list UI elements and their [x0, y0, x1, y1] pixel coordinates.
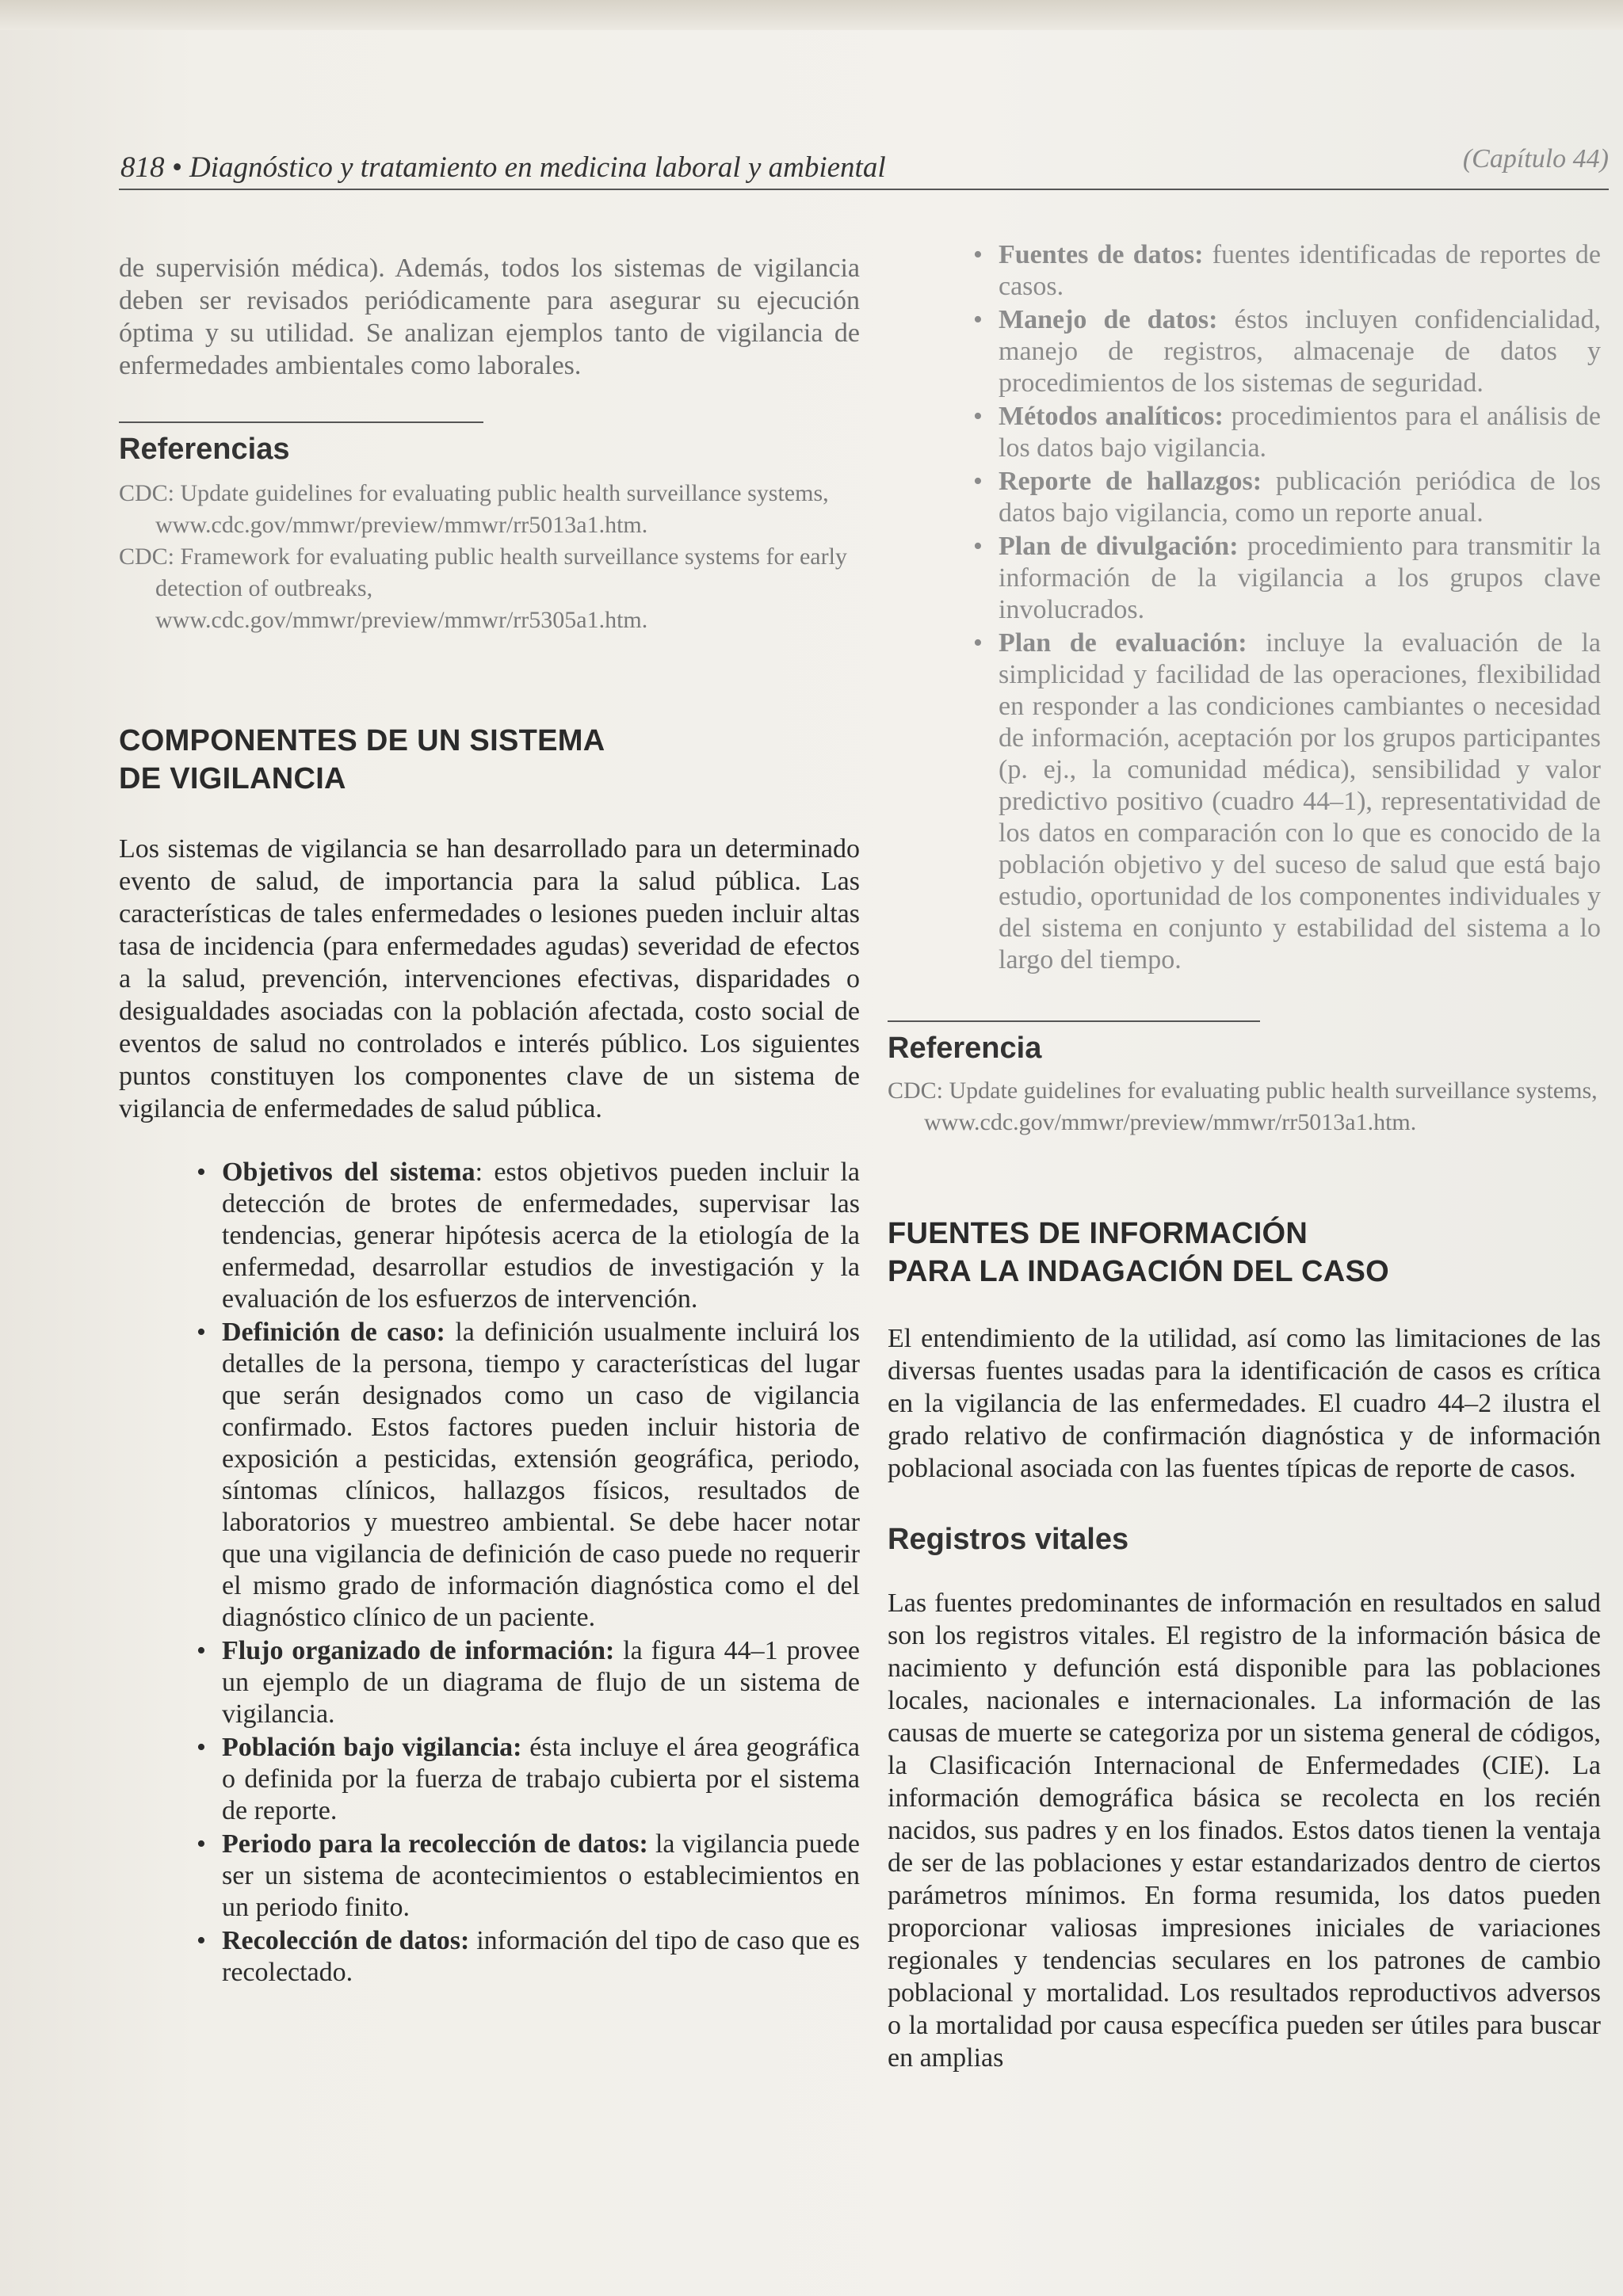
item-term: Manejo de datos: [999, 305, 1218, 334]
components-list [190, 1157, 860, 1989]
header-separator: • [171, 151, 182, 184]
list-item [967, 239, 1601, 303]
bullet-icon: • [197, 1733, 206, 1762]
item-term: Plan de evaluación: [999, 628, 1247, 658]
reference-item: CDC: Update guidelines for evaluating public health surveillance systems, www.cdc.gov/mmwr/preview/mmwr/rr5013a1.htm. [888, 1077, 1598, 1135]
registros-heading: Registros vitales [888, 1523, 1129, 1556]
reference-item: CDC: Framework for evaluating public health surveillance systems for early detection of outbreaks, www.cdc.gov/mmwr/preview/mmwr/rr5305a1.htm. [119, 543, 847, 633]
reference-item: CDC: Update guidelines for evaluating public health surveillance systems, www.cdc.gov/mmwr/preview/mmwr/rr5013a1.htm. [119, 480, 829, 538]
item-term: Flujo organizado de información: [222, 1636, 615, 1665]
section-paragraph: Los sistemas de vigilancia se han desarrollado para un determinado evento de salud, de importancia para la salud pública. Las características de tales enfermedades o lesiones pueden incluir altas tasa de incidencia (para enfermedades agudas) severidad de efectos a la salud, prevención, intervenciones efectivas, disparidades o desigualdades asociadas con la población afectada, costo social de eventos de salud no controlados e interés público. Los siguientes puntos constituyen los componentes clave de un sistema de vigilancia de enfermedades de salud pública. [119, 834, 860, 1123]
list-item [967, 627, 1601, 976]
bullet-icon: • [197, 1636, 206, 1665]
section-paragraph: El entendimiento de la utilidad, así como las limitaciones de las diversas fuentes usadas para la identificación de casos es crítica en la vigilancia de las enfermedades. El cuadro 44–2 ilustra el grado relativo de confirmación diagnóstica y de información poblacional asociada con las fuentes típicas de reporte de casos. [888, 1324, 1601, 1483]
bullet-icon: • [197, 1829, 206, 1859]
registros-paragraph: Las fuentes predominantes de información en resultados en salud son los registros vitales. El registro de la información básica de nacimiento y defunción está disponible para las poblaciones locales, nacionales e internacionales. La información de las causas de muerte se categoriza por un sistema general de códigos, la Clasificación Internacional de Enfermedades (CIE). La información demográfica básica se recolecta en los recién nacidos, sus padres y en los finados. Estos datos tienen la ventaja de ser de las poblaciones y estar estandarizados dentro de ciertos parámetros mínimos. En forma resumida, los datos pueden proporcionar valiosas impresiones iniciales de variaciones regionales y tendencias seculares en los patrones de cambio poblacional y mortalidad. Los resultados reproductivos adversos o la mortalidad por causa específica pueden ser útiles para buscar en amplias [888, 1589, 1601, 2073]
list-item [190, 1925, 860, 1989]
chapter-label: (Capítulo 44) [1462, 144, 1609, 174]
item-text: éstos incluyen confidencialidad, manejo de registros, almacenaje de datos y procedimientos de los sistemas de seguridad. [999, 305, 1601, 398]
references-list [119, 478, 860, 636]
list-item [190, 1317, 860, 1634]
section-heading-componentes [119, 722, 860, 798]
bullet-icon: • [197, 1158, 206, 1187]
item-text: ésta incluye el área geográfica o definida por la fuerza de trabajo cubierta por el sistema de reporte. [222, 1733, 860, 1825]
page-top-shadow [0, 0, 1623, 30]
references-rule [119, 421, 483, 423]
bullet-icon: • [973, 532, 983, 561]
item-text: la definición usualmente incluirá los detalles de la persona, tiempo y características del lugar que serán designados como un caso de vigilancia confirmado. Estos factores pueden incluir historia de exposición a pesticidas, extensión geográfica, periodo, síntomas clínicos, hallazgos físicos, resultados de laboratorios y muestreo ambiental. Se debe hacer notar que una vigilancia de definición de caso puede no requerir el mismo grado de información diagnóstica como el del diagnóstico clínico de un paciente. [222, 1318, 860, 1632]
item-text: publicación periódica de los datos bajo vigilancia, como un reporte anual. [999, 467, 1601, 528]
section-heading-line: PARA LA INDAGACIÓN DEL CASO [888, 1255, 1390, 1288]
item-term: Plan de divulgación: [999, 532, 1239, 561]
list-item [967, 304, 1601, 399]
reference-rule [888, 1020, 1260, 1022]
item-term: Reporte de hallazgos: [999, 467, 1262, 496]
bullet-icon: • [197, 1318, 206, 1347]
bullet-icon: • [973, 240, 983, 269]
header-left [120, 151, 886, 185]
item-term: Periodo para la recolección de datos: [222, 1829, 648, 1859]
list-item [190, 1157, 860, 1315]
list-item [967, 466, 1601, 529]
item-text: la vigilancia puede ser un sistema de acontecimientos o establecimientos en un periodo finito. [222, 1829, 860, 1922]
item-text: procedimiento para transmitir la información de la vigilancia a los grupos clave involucrados. [999, 532, 1601, 624]
list-item [967, 531, 1601, 626]
item-text: : estos objetivos pueden incluir la detección de brotes de enfermedades, supervisar las tendencias, generar hipótesis acerca de la etiología de la enfermedad, desarrollar estudios de investigación y la evaluación de los esfuerzos de intervención. [222, 1158, 861, 1314]
right-column [888, 238, 1601, 2074]
running-header [119, 144, 1609, 190]
item-term: Población bajo vigilancia: [222, 1733, 522, 1762]
book-title: Diagnóstico y tratamiento en medicina laboral y ambiental [189, 151, 886, 184]
item-text: fuentes identificadas de reportes de casos. [999, 240, 1601, 301]
reference-heading: Referencia [888, 1032, 1042, 1065]
list-item [190, 1635, 860, 1730]
item-term: Fuentes de datos: [999, 240, 1204, 269]
list-item [967, 401, 1601, 464]
page-number: 818 [120, 151, 165, 184]
item-term: Objetivos del sistema [222, 1158, 475, 1187]
left-column [119, 238, 860, 1990]
references-heading: Referencias [119, 433, 290, 466]
item-text: la figura 44–1 provee un ejemplo de un diagrama de flujo de un sistema de vigilancia. [222, 1636, 860, 1729]
bullet-icon: • [973, 467, 983, 496]
list-item [190, 1732, 860, 1827]
bullet-icon: • [197, 1926, 206, 1955]
bullet-icon: • [973, 402, 983, 431]
intro-paragraph: de supervisión médica). Además, todos los sistemas de vigilancia deben ser revisados periódicamente para asegurar su ejecución óptima y su utilidad. Se analizan ejemplos tanto de vigilancia de enfermedades ambientales como laborales. [119, 254, 860, 380]
item-text: incluye la evaluación de la simplicidad y facilidad de las operaciones, flexibilidad en responder a las condiciones cambiantes o necesidad de información, aceptación por los grupos participantes (p. ej., la comunidad médica), sensibilidad y valor predictivo positivo (cuadro 44–1), representatividad de los datos en comparación con lo que es conocido de la población objetivo y del suceso de salud que está bajo estudio, oportunidad de los componentes individuales y del sistema en conjunto y estabilidad del sistema a lo largo del tiempo. [999, 628, 1601, 974]
item-term: Definición de caso: [222, 1318, 445, 1347]
bullet-icon: • [973, 305, 983, 334]
item-term: Recolección de datos: [222, 1926, 470, 1955]
item-text: información del tipo de caso que es recolectado. [222, 1926, 860, 1987]
section-heading-line: DE VIGILANCIA [119, 762, 346, 795]
item-text: procedimientos para el análisis de los datos bajo vigilancia. [999, 402, 1601, 463]
components-list-continued [967, 239, 1601, 976]
list-item [190, 1829, 860, 1924]
item-term: Métodos analíticos: [999, 402, 1224, 431]
section-heading-fuentes [888, 1215, 1601, 1291]
bullet-icon: • [973, 628, 983, 658]
section-heading-line: FUENTES DE INFORMACIÓN [888, 1217, 1308, 1250]
section-heading-line: COMPONENTES DE UN SISTEMA [119, 724, 605, 757]
